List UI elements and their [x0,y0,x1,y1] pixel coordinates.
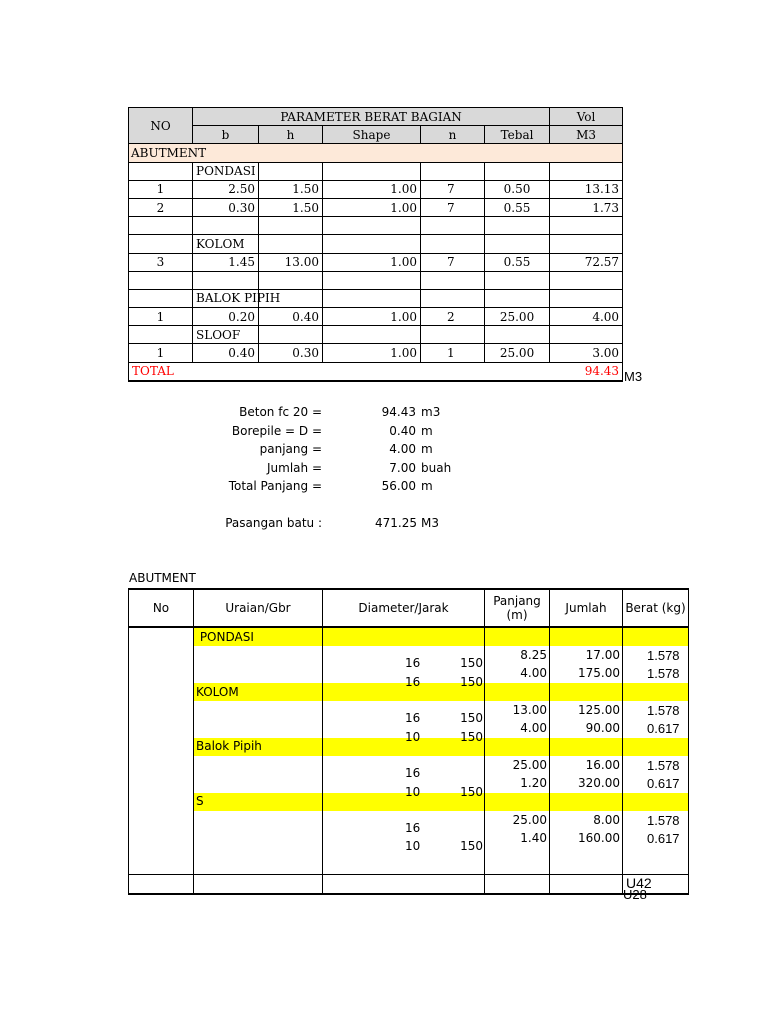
empty-cell [129,646,194,664]
empty-cell [129,719,194,737]
empty-cell [259,326,323,344]
jumlah-value: 320.00 [550,774,623,792]
empty-cell [323,326,421,344]
row-shape: 1.00 [323,308,421,326]
row-no: 1 [129,180,193,198]
empty-cell [485,162,550,180]
summary-value: 4.00 [389,442,416,456]
pasangan-label: Pasangan batu : [225,516,322,530]
berat-value: 1.578 [623,756,689,774]
empty-cell [129,774,194,792]
jarak-value: 150 [460,711,483,726]
panjang-value: 1.40 [485,829,550,847]
row-n: 7 [421,253,485,271]
spacer-row [129,271,623,289]
summary-unit: m [421,479,433,493]
summary-value: 94.43 [381,405,416,419]
row-n: 1 [421,344,485,362]
pasangan-unit: M3 [421,516,439,530]
panjang-header-text: Panjang [493,594,541,608]
group-title-row [129,627,689,646]
panjang-value: 4.00 [485,665,550,683]
empty-cell [550,162,623,180]
empty-cell [323,271,421,289]
empty-cell [129,217,193,235]
table-row [129,198,623,216]
yellow-cell [550,793,623,811]
empty-cell [485,217,550,235]
empty-cell [129,811,194,829]
col-no-header: No [129,589,194,627]
row-h: 1.50 [259,180,323,198]
table-row [129,829,689,847]
group-title: KOLOM [193,235,259,253]
row-n: 2 [421,308,485,326]
diameter-value: 10 [405,839,421,854]
empty-cell [129,793,194,811]
row-h: 0.30 [259,344,323,362]
jarak-value: 150 [460,674,483,689]
diameter-value: 16 [405,711,421,726]
col-tebal-header: Tebal [485,126,550,144]
empty-cell [129,665,194,683]
empty-cell [550,235,623,253]
diameter-value: 10 [405,729,421,744]
panjang-value: 25.00 [485,811,550,829]
row-tebal: 0.50 [485,180,550,198]
empty-cell [485,235,550,253]
row-b: 1.45 [193,253,259,271]
empty-cell [129,326,193,344]
yellow-cell [550,627,623,646]
table-row [129,756,689,774]
table-row [129,701,689,719]
row-b: 0.20 [193,308,259,326]
empty-cell [485,271,550,289]
empty-cell [129,829,194,847]
empty-cell [129,271,193,289]
berat-value: 1.578 [623,811,689,829]
summary-unit: m [421,423,433,438]
summary-value: 7.00 [389,460,416,475]
empty-cell [323,289,421,307]
diameter-value: 16 [405,766,421,781]
diameter-value: 16 [405,821,421,836]
yellow-cell [623,738,689,756]
table-row [129,719,689,737]
parameter-table-body [129,162,623,362]
jarak-value: 150 [460,839,483,854]
abutment-caption: ABUTMENT [129,571,196,585]
group-title: Balok Pipih [194,738,323,756]
footer-cell: U42 [623,874,689,894]
empty-cell [421,217,485,235]
empty-cell [259,271,323,289]
diameter-jarak-cell [323,665,485,689]
empty-cell [421,326,485,344]
empty-cell [193,217,259,235]
diameter-jarak-cell [323,756,485,781]
diameter-jarak-cell [323,811,485,836]
col-h-header: h [259,126,323,144]
jarak-value: 150 [460,656,483,671]
berat-value: 0.617 [623,829,689,847]
empty-cell [129,162,193,180]
diameter-jarak-cell [323,719,485,744]
summary-label: panjang = [259,442,322,456]
berat-value: 0.617 [623,719,689,737]
group-title: S [194,793,323,811]
panjang-value: 13.00 [485,701,550,719]
empty-cell [193,271,259,289]
jumlah-value: 160.00 [550,829,623,847]
total-value: 94.43 [550,362,623,381]
col-uraian-header: Uraian/Gbr [194,589,323,627]
row-shape: 1.00 [323,344,421,362]
summary-label: Jumlah = [267,460,322,475]
empty-cell [194,774,323,792]
summary-label: Borepile = D = [231,423,322,438]
diameter-value: 16 [405,674,421,689]
col-panjang-header [485,589,550,627]
panjang-value: 1.20 [485,774,550,792]
below-footer-text: U28 [623,887,647,902]
table-row [129,253,623,271]
row-shape: 1.00 [323,253,421,271]
section-label: ABUTMENT [129,144,623,162]
empty-cell [323,235,421,253]
row-n: 7 [421,198,485,216]
empty-cell [550,326,623,344]
col-b-header: b [193,126,259,144]
yellow-cell [485,738,550,756]
row-b: 0.40 [193,344,259,362]
pasangan-value: 471.25 [375,516,417,530]
col-n-header: n [421,126,485,144]
empty-cell [194,665,323,683]
row-tebal: 25.00 [485,344,550,362]
jarak-value: 150 [460,729,483,744]
jumlah-value: 125.00 [550,701,623,719]
empty-cell [129,235,193,253]
diameter-value: 10 [405,784,421,799]
row-no: 1 [129,344,193,362]
row-no: 2 [129,198,193,216]
spacer-row [129,217,623,235]
empty-cell [323,162,421,180]
jumlah-value: 17.00 [550,646,623,664]
col-no-header: NO [129,108,193,144]
empty-cell [323,217,421,235]
table-row [129,774,689,792]
row-shape: 1.00 [323,198,421,216]
berat-value: 1.578 [623,646,689,664]
total-label: TOTAL [129,362,550,381]
col-diameter-header: Diameter/Jarak [323,589,485,627]
table-row [129,665,689,683]
yellow-cell [485,627,550,646]
row-vol: 4.00 [550,308,623,326]
table-row [129,344,623,362]
row-tebal: 0.55 [485,253,550,271]
group-title: KOLOM [194,683,323,701]
group-title-row [129,162,623,180]
row-h: 1.50 [259,198,323,216]
empty-cell [421,162,485,180]
berat-value: 1.578 [623,701,689,719]
empty-cell [129,289,193,307]
jumlah-value: 175.00 [550,665,623,683]
row-tebal: 0.55 [485,198,550,216]
row-vol: 13.13 [550,180,623,198]
empty-cell [194,701,323,719]
summary-unit: m3 [421,405,441,419]
yellow-cell [623,793,689,811]
summary-unit: m [421,442,433,456]
panjang-value: 8.25 [485,646,550,664]
group-title: PONDASI [193,162,259,180]
table-row [129,646,689,664]
diameter-jarak-cell [323,646,485,671]
group-title-row [129,326,623,344]
panjang-value: 4.00 [485,719,550,737]
row-no: 1 [129,308,193,326]
empty-cell [485,289,550,307]
empty-cell [194,719,323,737]
summary-label: Beton fc 20 = [239,405,322,419]
row-h: 0.40 [259,308,323,326]
empty-cell [259,162,323,180]
yellow-cell [485,793,550,811]
diameter-jarak-cell [323,701,485,726]
table-row [129,811,689,829]
col-vol-header: Vol [550,108,623,126]
panjang-value: 25.00 [485,756,550,774]
jumlah-value: 90.00 [550,719,623,737]
jarak-value: 150 [460,784,483,799]
berat-value: 1.578 [623,665,689,683]
diameter-jarak-cell [323,829,485,854]
group-title-row [129,235,623,253]
col-vol-unit: M3 [550,126,623,144]
group-title: SLOOF [193,326,259,344]
yellow-cell [550,683,623,701]
row-vol: 3.00 [550,344,623,362]
empty-cell [129,756,194,774]
empty-cell [129,627,194,646]
empty-cell [259,217,323,235]
col-berat-header: Berat (kg) [623,589,689,627]
summary-value: 56.00 [381,479,416,493]
empty-cell [129,683,194,701]
empty-cell [421,271,485,289]
table-row [129,308,623,326]
row-shape: 1.00 [323,180,421,198]
summary-value: 0.40 [389,423,416,438]
panjang-header-unit: (m) [506,608,528,622]
row-tebal: 25.00 [485,308,550,326]
empty-cell [194,829,323,847]
yellow-cell [323,627,485,646]
row-n: 7 [421,180,485,198]
empty-cell [129,701,194,719]
jumlah-value: 16.00 [550,756,623,774]
empty-cell [550,289,623,307]
group-title: PONDASI [194,627,323,646]
empty-cell [550,217,623,235]
yellow-cell [485,683,550,701]
col-jumlah-header: Jumlah [550,589,623,627]
table-row [129,180,623,198]
row-b: 0.30 [193,198,259,216]
empty-cell [194,756,323,774]
yellow-cell [623,627,689,646]
jumlah-value: 8.00 [550,811,623,829]
diameter-value: 16 [405,656,421,671]
empty-cell [485,326,550,344]
empty-cell [421,235,485,253]
summary-unit: buah [421,460,452,475]
rebar-table [128,588,689,895]
empty-cell [194,811,323,829]
empty-cell [421,289,485,307]
summary-label: Total Panjang = [228,479,322,493]
empty-cell [194,646,323,664]
total-unit: M3 [624,369,643,384]
row-vol: 72.57 [550,253,623,271]
diameter-jarak-cell [323,774,485,799]
row-h: 13.00 [259,253,323,271]
row-b: 2.50 [193,180,259,198]
parameter-table [128,107,623,382]
empty-cell [259,235,323,253]
row-vol: 1.73 [550,198,623,216]
col-shape-header: Shape [323,126,421,144]
group-title: BALOK PIPIH [193,289,259,307]
yellow-cell [623,683,689,701]
yellow-cell [550,738,623,756]
empty-cell [129,738,194,756]
group-title-row [129,289,623,307]
rebar-table-body [129,627,689,854]
row-no: 3 [129,253,193,271]
berat-value: 0.617 [623,774,689,792]
parameter-group-header: PARAMETER BERAT BAGIAN [193,108,550,126]
empty-cell [550,271,623,289]
